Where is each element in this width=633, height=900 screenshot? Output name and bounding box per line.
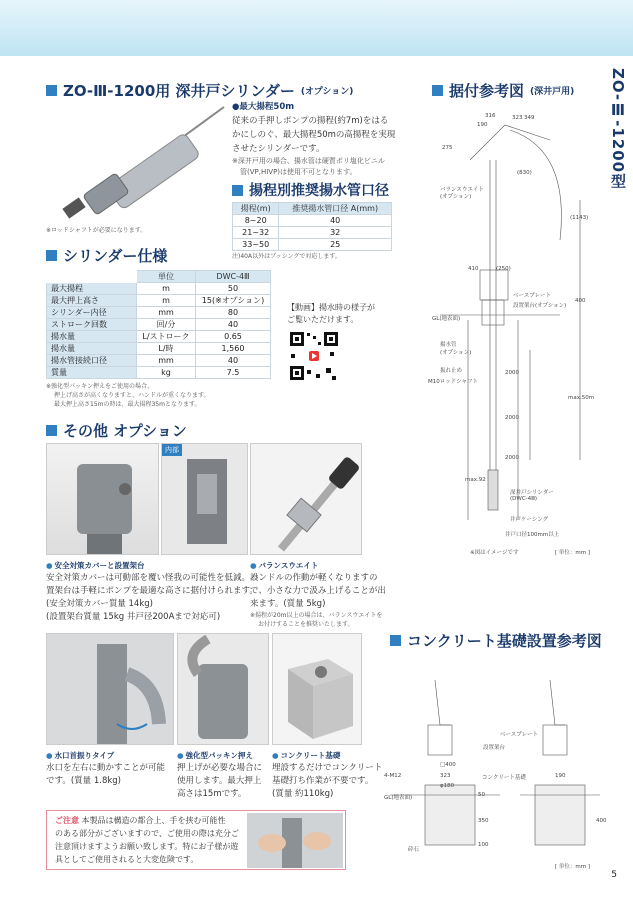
diagram-label: 揚水管	[440, 342, 457, 348]
pipe-note: 管(VP,HIVP)は使用不可となります。	[240, 168, 357, 176]
page-title: ZO-Ⅲ-1200型	[609, 68, 627, 190]
install-unit: [ 単位：mm ]	[555, 550, 591, 556]
concrete-fig-heading: コンクリート基礎設置参考図	[390, 630, 602, 651]
diagram-label: 400	[596, 818, 607, 824]
inner-label: 内部	[162, 444, 182, 456]
diagram-label: 323	[440, 773, 451, 779]
balance-text: ハンドルの作動が軽くなりますの で、小さな力で汲み上げることが出 来ます。(質量 5kg) ※揚程が20m以上の場合は、バランスウエイトを お付けすることを推奨いたします。	[250, 573, 386, 628]
caution-text: ご注意 本製品は構造の都合上、手を挟む可能性 のある部分がございますので、ご使用の際は充分ご 注意頂けますようお願い致します。特にお子様が遊 具としてご使用されると大変危険です。	[55, 816, 239, 864]
table-row: 33~50 25	[233, 239, 392, 251]
pipe-table-heading: 揚程別推奨揚水管口径	[232, 180, 389, 200]
square-bullet-icon	[46, 85, 57, 96]
packing-photo	[177, 633, 269, 745]
table-row: 8~20 40	[233, 215, 392, 227]
spec-heading: シリンダー仕様	[46, 245, 167, 266]
safety-cover-photo	[46, 443, 159, 555]
concrete-diagram	[380, 655, 610, 855]
square-bullet-icon	[432, 85, 443, 96]
page-number: 5	[611, 870, 617, 880]
dim-label: 275	[442, 145, 453, 151]
diagram-label: 190	[555, 773, 566, 779]
spout-caption: ● 水口首振りタイプ	[46, 750, 114, 761]
diagram-label: GL(地表面)	[432, 316, 461, 322]
cylinder-heading: ZO-Ⅲ-1200用 深井戸シリンダー (オプション)	[46, 80, 353, 101]
diagram-label: φ180	[440, 783, 455, 789]
photo-note: ※ロッドシャフトが必要になります。	[46, 227, 147, 234]
balance-caption: ● バランスウエイト	[250, 560, 318, 571]
diagram-label: ベースプレート	[513, 293, 552, 299]
diagram-label: コンクリート基礎	[482, 775, 526, 781]
top-band	[0, 0, 633, 56]
diagram-label: バランスウエイト	[440, 187, 484, 193]
diagram-label: 砕石	[408, 847, 420, 853]
spout-photo	[46, 633, 174, 745]
diagram-label: 100	[478, 842, 489, 848]
table-header-row: 揚程(m) 推奨揚水管口径 A(mm)	[233, 203, 392, 215]
feature-line: 従来の手押しポンプの揚程(約7m)をはる	[232, 116, 389, 126]
dim-label: max.92	[465, 477, 486, 483]
diagram-label: □400	[440, 762, 456, 768]
concrete-text: 埋設するだけでコンクリート 基礎打ち作業が不要です。 (質量 約110kg)	[272, 763, 383, 799]
packing-text: 押上げが必要な場合に 使用します。最大押上 高さは15mです。	[177, 763, 263, 799]
caution-head: ご注意	[55, 816, 79, 825]
diagram-label: 振れ止め	[440, 368, 463, 374]
diagram-label: 4-M12	[384, 773, 402, 779]
diagram-label: 設置架台	[483, 745, 506, 751]
table-header-row: 単位 DWC-4Ⅲ	[47, 271, 271, 283]
table-row: 21~32 32	[233, 227, 392, 239]
packing-caption: ● 強化型パッキン押え	[177, 750, 253, 761]
pipe-note: ※深井戸用の場合、揚水管は硬質ポリ塩化ビニル	[232, 157, 385, 165]
caution-box	[46, 810, 346, 870]
table-row: シリンダー内径 mm 80	[47, 307, 271, 319]
dim-label: 190	[477, 122, 488, 128]
dim-label: 316	[485, 113, 496, 119]
concrete-unit: [ 単位：mm ]	[555, 864, 591, 870]
diagram-label: 50	[478, 792, 485, 798]
table-row: 最大押上高さ m 15(※オプション)	[47, 295, 271, 307]
safety-text: 安全対策カバーは可動部を覆い怪我の可能性を低減。設 置架台は手軽にポンプを最適な高さに据付けられます。 (安全対策カバー質量 14kg) (設置架台質量 15kg 井戸径200Aまで対応可)	[46, 573, 259, 622]
dim-label: 323	[512, 115, 523, 121]
concrete-caption: ● コンクリート基礎	[272, 750, 340, 761]
balance-weight-photo	[250, 443, 362, 555]
table-row: 質量 kg 7.5	[47, 367, 271, 379]
spec-notes: ※強化型パッキン押えをご使用の場合、 押上げ高さが高くなりますと、ハンドルが重くなります。 最大押上高さ15mの時は、最大揚程35mとなります。	[46, 383, 210, 408]
diagram-label: (オプション)	[440, 194, 472, 200]
install-footnote: ※図はイメージです	[470, 550, 519, 556]
feature-line: させたシリンダーです。	[232, 144, 325, 154]
diagram-label: ベースプレート	[500, 732, 539, 738]
diagram-label: (DWC-4Ⅲ)	[510, 496, 538, 502]
feature-line: かにしのぐ、最大揚程50mの高揚程を実現	[232, 130, 396, 140]
install-heading: 据付参考図 (深井戸用)	[432, 80, 574, 101]
square-bullet-icon	[390, 635, 401, 646]
dim-label: 400	[575, 298, 586, 304]
diagram-label: GL(地表面)	[384, 795, 413, 801]
square-bullet-icon	[46, 425, 57, 436]
diagram-label: 井戸ケーシング	[510, 517, 549, 523]
table-row: 最大揚程 m 50	[47, 283, 271, 295]
dim-label: max.50m	[568, 395, 595, 401]
dim-label: 410	[468, 266, 479, 272]
pipe-table	[232, 202, 392, 251]
diagram-label: 設置架台(オプション)	[513, 303, 567, 309]
cylinder-photo	[46, 102, 226, 227]
dim-label: (250)	[496, 266, 511, 272]
spout-text: 水口を左右に動かすことが可能 です。(質量 1.8kg)	[46, 763, 166, 786]
dim-label: 2000	[505, 415, 519, 421]
spec-table	[46, 270, 271, 379]
table-row: 揚水量 L/時 1,560	[47, 343, 271, 355]
diagram-label: M10ロッドシャフト	[428, 379, 479, 385]
caution-photo	[247, 813, 343, 868]
table-row: ストローク回数 回/分 40	[47, 319, 271, 331]
feature-head: ●最大揚程50m	[232, 102, 295, 112]
concrete-photo	[272, 633, 362, 745]
square-bullet-icon	[46, 250, 57, 261]
diagram-label: (オプション)	[440, 350, 472, 356]
dim-label: (1143)	[570, 215, 589, 221]
diagram-label: 350	[478, 818, 489, 824]
dim-label: 2000	[505, 370, 519, 376]
square-bullet-icon	[232, 185, 243, 196]
options-heading: その他 オプション	[46, 420, 187, 441]
pipe-table-note: 注)40A以外はブッシングで対応します。	[232, 253, 341, 260]
dim-label: (830)	[517, 170, 532, 176]
diagram-label: 深井戸シリンダー	[510, 490, 554, 496]
inner-photo	[161, 443, 248, 555]
feature-text	[232, 100, 395, 178]
qr-code[interactable]	[288, 330, 340, 382]
safety-caption: ● 安全対策カバーと設置架台	[46, 560, 145, 571]
diagram-label: 井戸口径100mm以上	[505, 532, 560, 538]
table-row: 揚水管接続口径 mm 40	[47, 355, 271, 367]
video-text: 【動画】揚水時の様子が ご覧いただけます。	[287, 303, 375, 324]
table-row: 揚水量 L/ストローク 0.65	[47, 331, 271, 343]
dim-label: 349	[524, 115, 535, 121]
dim-label: 2000	[505, 455, 519, 461]
